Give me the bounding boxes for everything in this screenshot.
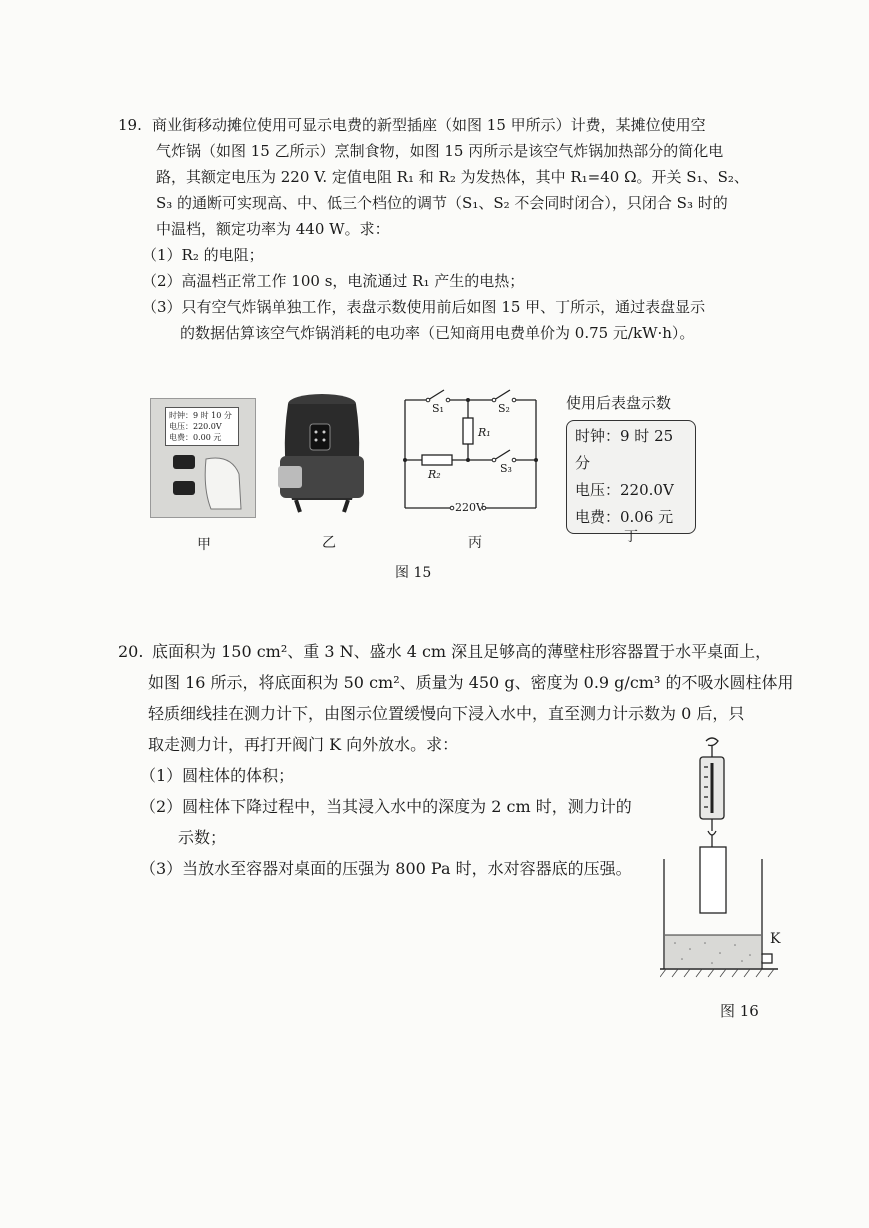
socket-display-line: 时钟：9 时 10 分 <box>169 411 232 420</box>
question-text-line: 取走测力计，再打开阀门 K 向外放水。求： <box>148 735 459 754</box>
socket-outlet-icon <box>151 399 255 517</box>
question-text-line: 路，其额定电压为 220 V. 定值电阻 R₁ 和 R₂ 为发热体，其中 R₁=40 Ω。开关 S₁、S₂、 <box>156 168 749 186</box>
resistor-r2-label: R₂ <box>428 468 441 481</box>
question-text-line: 商业街移动摊位使用可显示电费的新型插座（如图 15 甲所示）计费，某摊位使用空 <box>152 116 706 134</box>
socket-photo <box>150 398 256 518</box>
air-fryer-photo <box>276 388 368 516</box>
sub-question: （2）高温档正常工作 100 s，电流通过 R₁ 产生的电热； <box>142 272 525 290</box>
sub-question: （1）圆柱体的体积； <box>140 766 295 785</box>
meter-line: 电费：0.06 元 <box>575 508 674 526</box>
socket-display-line: 电费：0.00 元 <box>169 433 222 442</box>
switch-s1-label: S₁ <box>432 402 444 415</box>
switch-s2-label: S₂ <box>498 402 510 415</box>
air-fryer-icon <box>276 388 368 516</box>
sub-question: （3）只有空气炸锅单独工作，表盘示数使用前后如图 15 甲、丁所示，通过表盘显示 <box>142 298 706 316</box>
question-text-line: S₃ 的通断可实现高、中、低三个档位的调节（S₁、S₂ 不会同时闭合），只闭合 S₃ 时的 <box>156 194 728 212</box>
socket-display-line: 电压：220.0V <box>169 422 222 431</box>
valve-k-label: K <box>770 931 781 947</box>
question-text-line: 中温档，额定功率为 440 W。求： <box>156 220 390 238</box>
figure-15-caption: 图 15 <box>395 565 432 581</box>
spring-scale-container-diagram <box>660 735 790 985</box>
circuit-diagram <box>398 380 548 516</box>
figure-label-jia: 甲 <box>197 537 211 553</box>
question-number: 19. <box>118 116 142 134</box>
meter-line: 时钟：9 时 25 分 <box>575 427 674 472</box>
sub-question: （3）当放水至容器对桌面的压强为 800 Pa 时，水对容器底的压强。 <box>140 859 632 878</box>
sub-question: （1）R₂ 的电阻； <box>142 246 264 264</box>
question-text-line: 底面积为 150 cm²、重 3 N、盛水 4 cm 深且足够高的薄壁柱形容器置于水平桌面上， <box>152 642 772 661</box>
figure-16-caption: 图 16 <box>720 1002 759 1020</box>
figure-label-yi: 乙 <box>322 535 336 551</box>
sub-question-continued: 的数据估算该空气炸锅消耗的电功率（已知商用电费单价为 0.75 元/kW·h）。 <box>180 324 695 342</box>
question-19 <box>118 112 749 346</box>
meter-line: 电压：220.0V <box>575 481 674 499</box>
figure-label-ding: 丁 <box>624 529 638 545</box>
question-number: 20. <box>118 642 144 661</box>
question-text-line: 气炸锅（如图 15 乙所示）烹制食物，如图 15 丙所示是该空气炸锅加热部分的简化电 <box>156 142 724 160</box>
meter-title: 使用后表盘示数 <box>566 394 672 412</box>
figure-label-bing: 丙 <box>468 535 482 551</box>
question-text-line: 轻质细线挂在测力计下，由图示位置缓慢向下浸入水中，直至测力计示数为 0 后，只 <box>148 704 745 723</box>
resistor-r1-label: R₁ <box>478 426 491 439</box>
figure-16 <box>660 735 790 985</box>
switch-s3-label: S₃ <box>500 462 512 475</box>
voltage-source-label: 220V <box>455 501 484 514</box>
question-text-line: 如图 16 所示，将底面积为 50 cm²、质量为 450 g、密度为 0.9 g/cm³ 的不吸水圆柱体用 <box>148 673 794 692</box>
meter-display <box>566 420 696 534</box>
sub-question: （2）圆柱体下降过程中，当其浸入水中的深度为 2 cm 时，测力计的 <box>140 797 632 816</box>
sub-question-continued: 示数； <box>178 828 227 847</box>
circuit-wires <box>398 380 548 516</box>
